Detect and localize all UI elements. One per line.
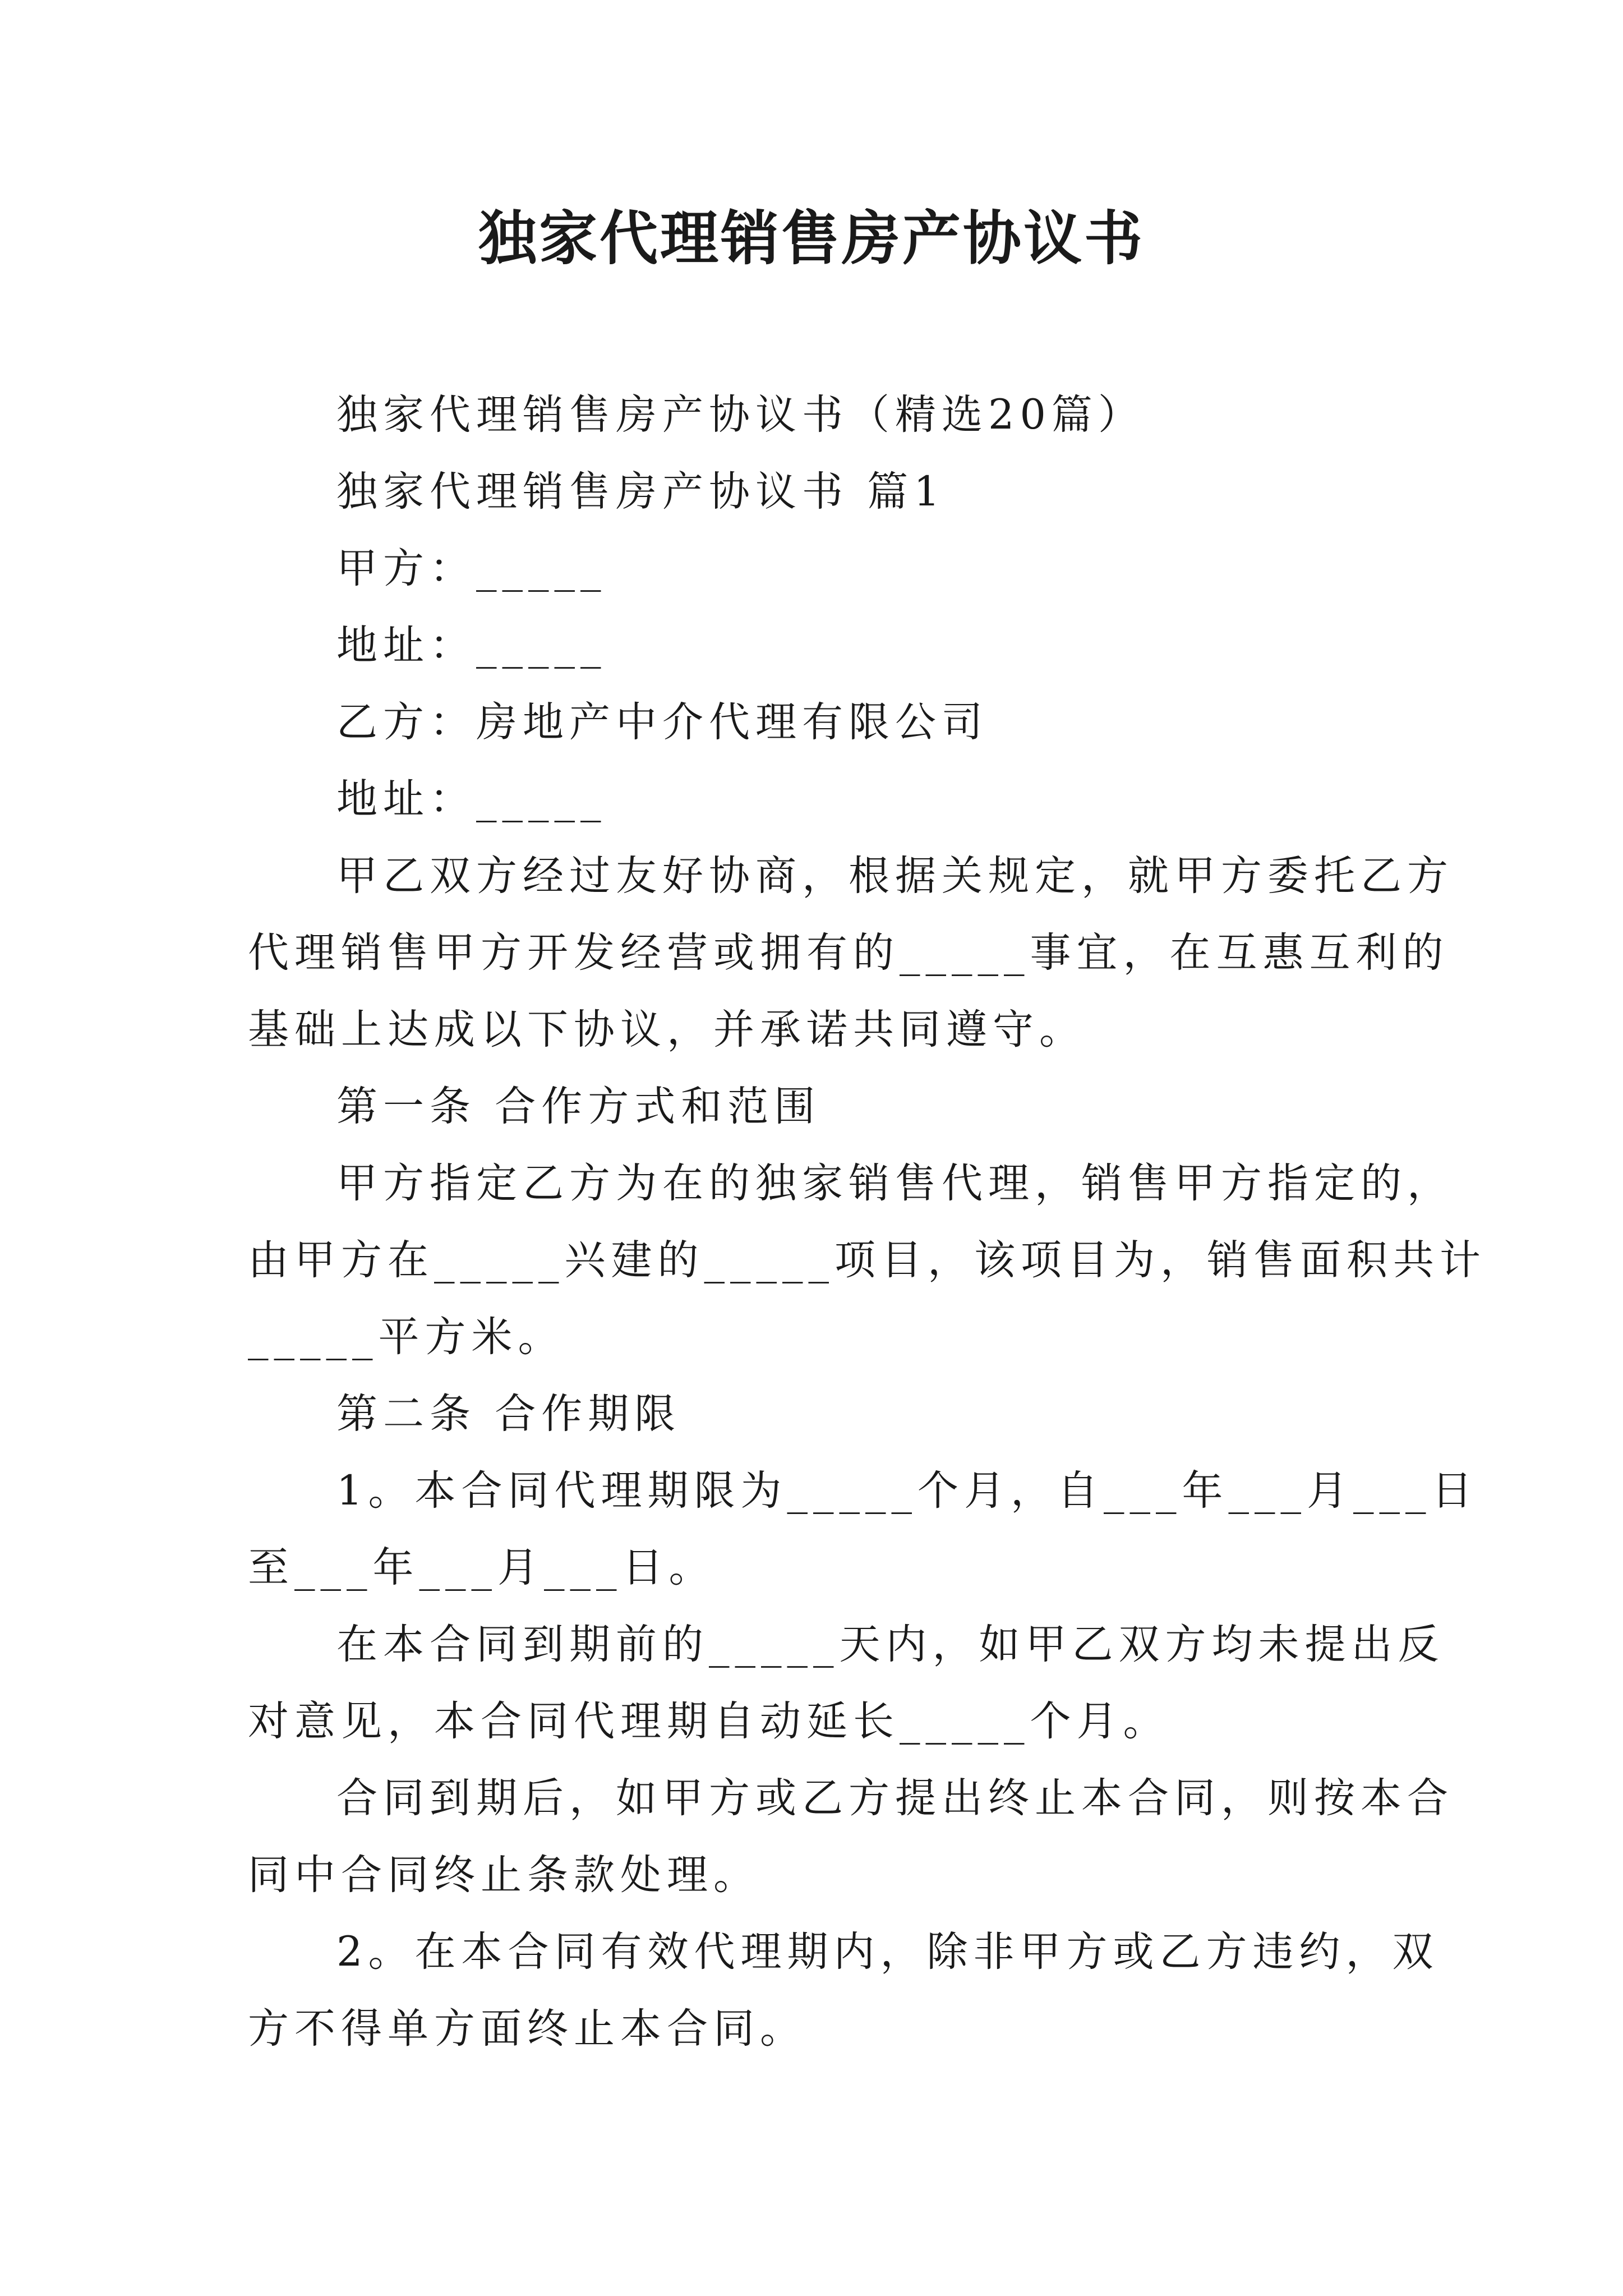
paragraph-line: 代理销售甲方开发经营或拥有的_____事宜，在互惠互利的: [248, 929, 1449, 977]
paragraph-line: 合同到期后，如甲方或乙方提出终止本合同，则按本合: [336, 1774, 1454, 1822]
paragraph-line: 甲方指定乙方为在的独家销售代理，销售甲方指定的，: [336, 1159, 1454, 1207]
party-b-line: 乙方：房地产中介代理有限公司: [336, 698, 988, 746]
paragraph-line: 至___年___月___日。: [248, 1544, 716, 1591]
article-heading: 第一条 合作方式和范围: [336, 1083, 821, 1130]
party-a-line: 甲方：_____: [336, 545, 607, 592]
doc-section-heading: 独家代理销售房产协议书 篇1: [336, 468, 946, 516]
paragraph-line: 同中合同终止条款处理。: [248, 1851, 760, 1899]
doc-subtitle-line: 独家代理销售房产协议书（精选20篇）: [336, 391, 1145, 439]
paragraph-line: _____平方米。: [248, 1313, 565, 1361]
paragraph-line: 基础上达成以下协议，并承诺共同遵守。: [248, 1006, 1086, 1053]
paragraph-line: 对意见，本合同代理期自动延长_____个月。: [248, 1697, 1170, 1745]
paragraph-line: 1。本合同代理期限为_____个月，自___年___月___日: [336, 1467, 1478, 1515]
party-a-address-line: 地址：_____: [336, 622, 607, 669]
article-heading: 第二条 合作期限: [336, 1390, 681, 1438]
paragraph-line: 由甲方在_____兴建的_____项目，该项目为，销售面积共计: [248, 1236, 1486, 1284]
paragraph-line: 在本合同到期前的_____天内，如甲乙双方均未提出反: [336, 1621, 1445, 1668]
party-b-address-line: 地址：_____: [336, 775, 607, 823]
document-title: 独家代理销售房产协议书: [478, 204, 1145, 273]
paragraph-line: 方不得单方面终止本合同。: [248, 2005, 806, 2053]
paragraph-line: 2。在本合同有效代理期内，除非甲方或乙方违约，双: [336, 1928, 1439, 1976]
paragraph-line: 甲乙双方经过友好协商，根据关规定，就甲方委托乙方: [336, 852, 1454, 900]
